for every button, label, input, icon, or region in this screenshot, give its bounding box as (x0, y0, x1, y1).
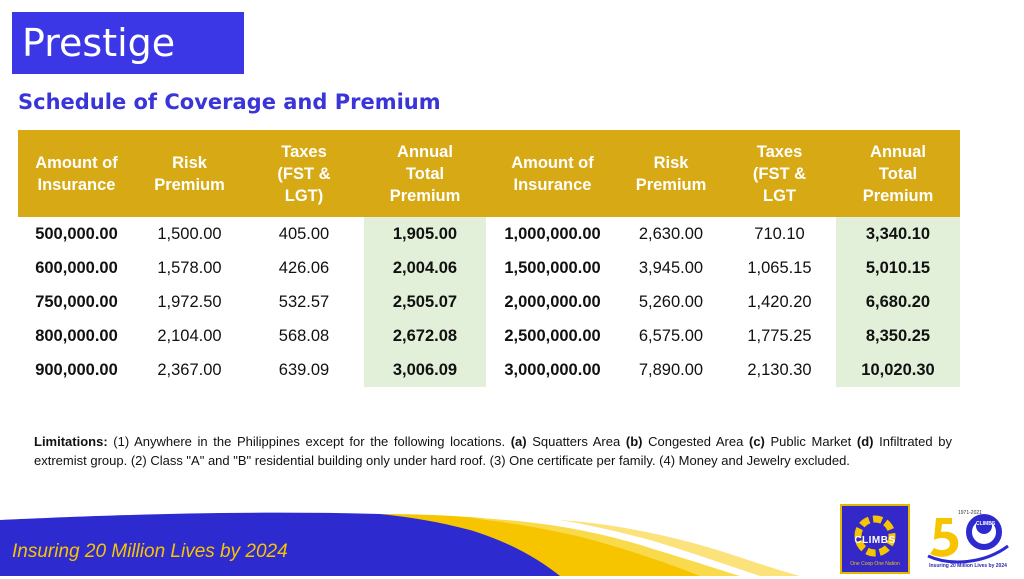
table-cell: 532.57 (278, 292, 330, 311)
table-cell: 1,905.00 (364, 217, 486, 251)
column-header-line: Amount of (511, 153, 594, 172)
table-cell: 2,672.08 (364, 319, 486, 353)
anniversary-logo (922, 502, 1014, 574)
column-header-line: (FST & (752, 164, 807, 183)
table-cell: 2,130.30 (747, 360, 812, 379)
table-cell: 3,000,000.00 (504, 360, 601, 379)
column-header (723, 130, 836, 217)
table-cell: 2,104.00 (157, 326, 222, 345)
limitations-text-2: Squatters Area (526, 434, 626, 449)
table-cell: 3,945.00 (638, 258, 704, 277)
column-header-line: Total (405, 164, 445, 183)
table-cell: 3,006.09 (364, 353, 486, 387)
column-header-line: LGT) (284, 186, 324, 205)
coverage-table (18, 130, 960, 387)
column-header-line: Premium (862, 186, 934, 205)
column-header-line: Taxes (281, 142, 327, 161)
anniversary-years: 1971-2021 (958, 510, 982, 516)
column-header-line: Taxes (756, 142, 803, 161)
table-row (18, 353, 960, 387)
limitations-text-1: (1) Anywhere in the Philippines except for the following locations. (107, 434, 511, 449)
table-body (18, 217, 960, 387)
table-cell: 8,350.25 (836, 319, 960, 353)
column-header (486, 130, 619, 217)
column-header-line: Insurance (513, 175, 592, 194)
column-header (18, 130, 135, 217)
table-cell: 6,680.20 (836, 285, 960, 319)
limitation-marker-b: (b) (625, 434, 643, 449)
table-row (18, 319, 960, 353)
column-header (836, 130, 960, 217)
limitations-text-4: Public Market (764, 434, 857, 449)
table-cell: 600,000.00 (35, 258, 118, 277)
table-cell: 1,775.25 (747, 326, 812, 345)
table-cell: 710.10 (754, 224, 805, 243)
table-cell: 5,010.15 (836, 251, 960, 285)
table-cell: 900,000.00 (35, 360, 118, 379)
table-cell: 1,972.50 (157, 292, 222, 311)
column-header (244, 130, 364, 217)
table-row (18, 285, 960, 319)
title-banner (12, 12, 244, 74)
table-cell: 800,000.00 (35, 326, 118, 345)
table-cell: 2,000,000.00 (504, 292, 601, 311)
column-header-line: Insurance (37, 175, 116, 194)
table-header-row (18, 130, 960, 217)
column-header (619, 130, 723, 217)
column-header (135, 130, 244, 217)
table-cell: 6,575.00 (638, 326, 704, 345)
limitations-label: Limitations: (34, 434, 108, 449)
footer-tagline: Insuring 20 Million Lives by 2024 (12, 541, 288, 562)
table-cell: 10,020.30 (836, 353, 960, 387)
table-row (18, 251, 960, 285)
column-header-line: (FST & (277, 164, 331, 183)
table-cell: 750,000.00 (35, 292, 118, 311)
limitation-marker-d: (d) (856, 434, 874, 449)
anniversary-caption: Insuring 20 Million Lives by 2024 (929, 563, 1007, 569)
anniversary-brand: CLIMBS (976, 521, 996, 527)
column-header-line: Amount of (35, 153, 118, 172)
table-cell: 1,500,000.00 (504, 258, 601, 277)
table-row (18, 217, 960, 251)
table-cell: 5,260.00 (638, 292, 704, 311)
column-header-line: Premium (635, 175, 707, 194)
column-header-line: Annual (397, 142, 453, 161)
column-header-line: Risk (172, 153, 207, 172)
column-header (364, 130, 486, 217)
limitations-note (34, 432, 952, 470)
table-cell: 1,065.15 (747, 258, 812, 277)
table-cell: 405.00 (278, 224, 330, 243)
table-cell: 3,340.10 (836, 217, 960, 251)
table-cell: 2,004.06 (364, 251, 486, 285)
table-cell: 1,500.00 (157, 224, 222, 243)
column-header-line: Risk (653, 153, 689, 172)
table-cell: 568.08 (278, 326, 330, 345)
table-cell: 639.09 (278, 360, 330, 379)
table-cell: 2,630.00 (638, 224, 704, 243)
limitations-text-5: Infiltrated by extremist group. (2) Class "A" and "B" residential building only under hard roof. (3) One certificate per family. (4) Money and Jewelry excluded. (34, 434, 952, 468)
table-cell: 2,367.00 (157, 360, 222, 379)
column-header-line: Total (878, 164, 918, 183)
table-cell: 500,000.00 (35, 224, 118, 243)
limitation-marker-c: (c) (748, 434, 765, 449)
page-subtitle: Schedule of Coverage and Premium (18, 90, 441, 114)
climbs-logo (840, 504, 910, 574)
climbs-logo-signature: One Coop One Nation (850, 561, 900, 567)
limitations-text-3: Congested Area (642, 434, 749, 449)
column-header-line: Premium (154, 175, 225, 194)
page-title: Prestige (22, 21, 176, 65)
table-cell: 426.06 (278, 258, 330, 277)
table-cell: 1,420.20 (747, 292, 812, 311)
column-header-line: LGT (763, 186, 796, 205)
table-cell: 2,505.07 (364, 285, 486, 319)
climbs-logo-word: CLIMBS (854, 535, 896, 546)
table-cell: 1,578.00 (157, 258, 222, 277)
table-cell: 1,000,000.00 (504, 224, 601, 243)
column-header-line: Premium (389, 186, 461, 205)
limitation-marker-a: (a) (510, 434, 527, 449)
table-cell: 7,890.00 (638, 360, 704, 379)
column-header-line: Annual (870, 142, 926, 161)
table-cell: 2,500,000.00 (504, 326, 601, 345)
